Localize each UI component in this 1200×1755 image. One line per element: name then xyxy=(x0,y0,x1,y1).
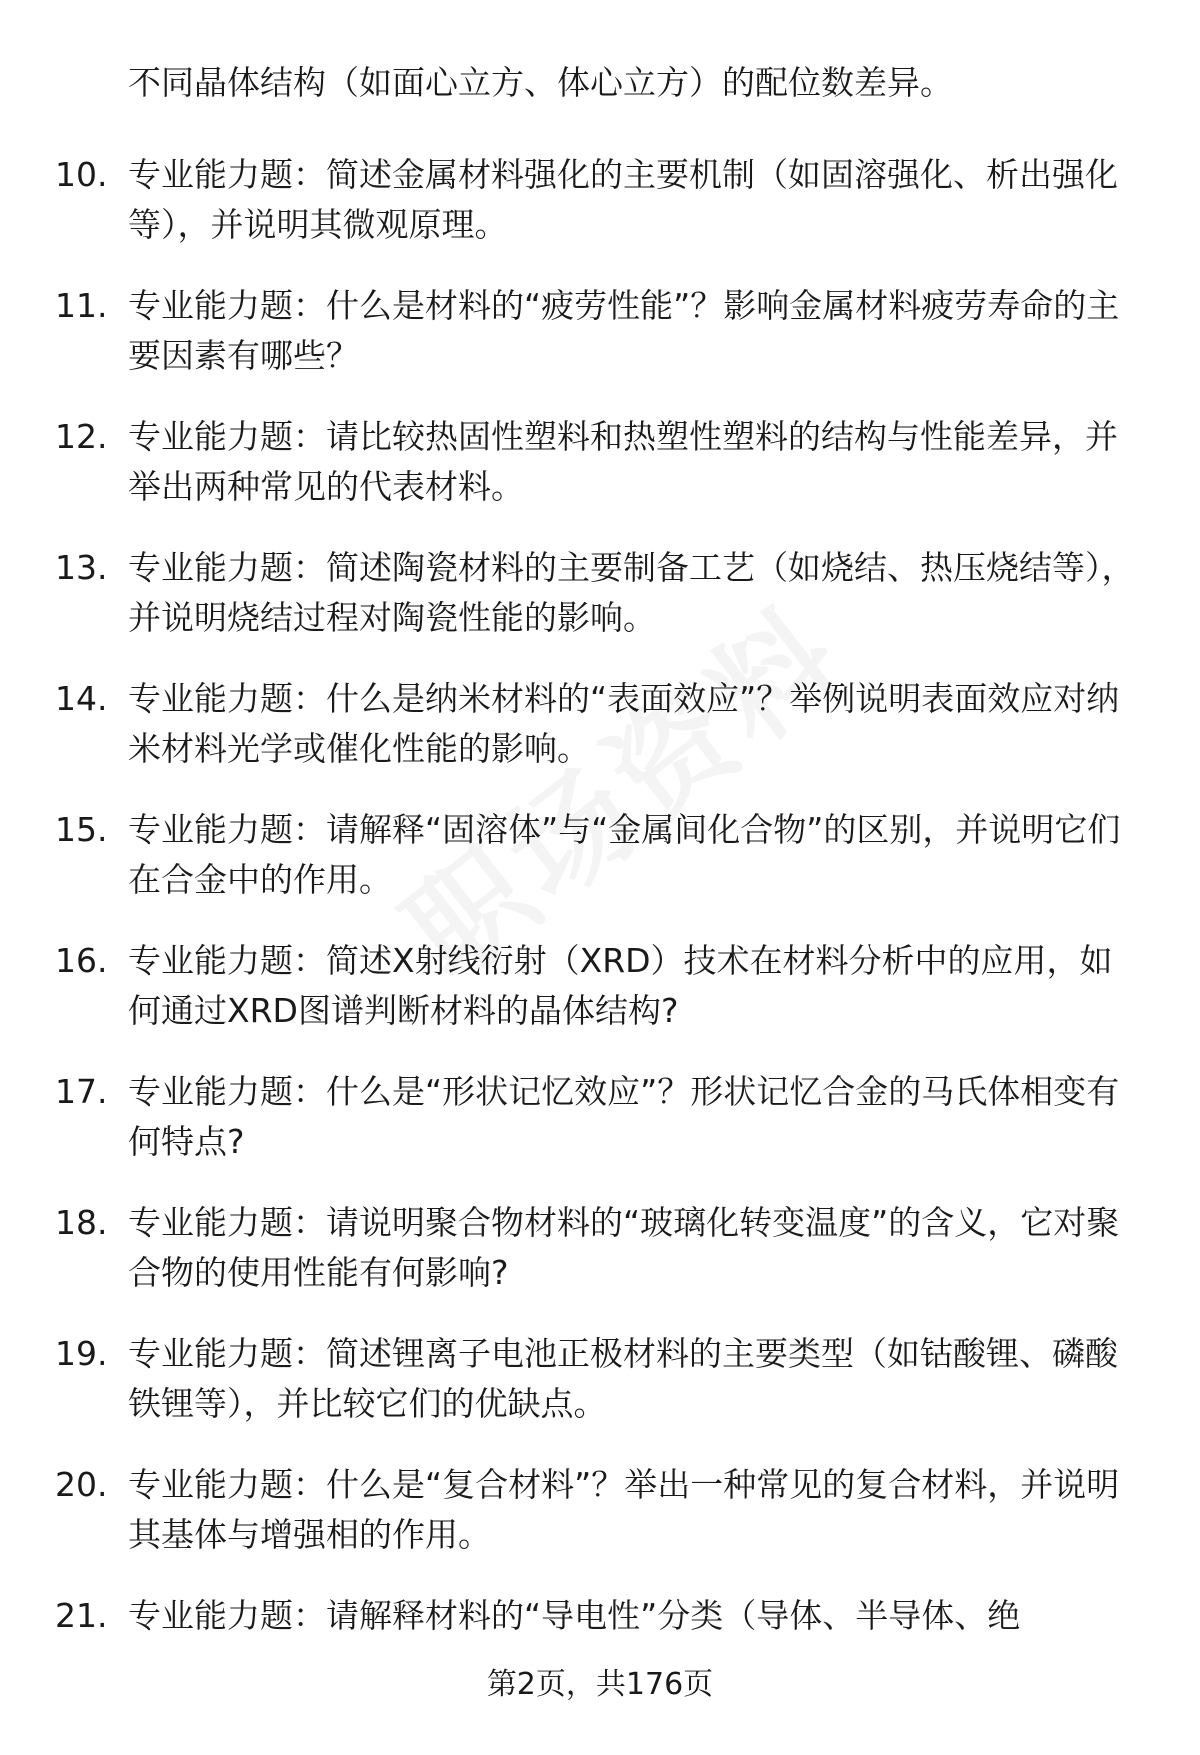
item-number: 20. xyxy=(55,1465,108,1504)
item-number: 18. xyxy=(55,1203,108,1242)
item-text: 专业能力题：简述陶瓷材料的主要制备工艺（如烧结、热压烧结等），并说明烧结过程对陶瓷性能的影响。 xyxy=(128,548,1135,637)
item-number: 13. xyxy=(55,548,108,587)
question-list xyxy=(0,150,1200,1722)
list-item xyxy=(0,543,1200,674)
list-item xyxy=(0,1198,1200,1329)
item-text: 专业能力题：什么是纳米材料的“表面效应”？举例说明表面效应对纳米材料光学或催化性能的影响。 xyxy=(128,679,1120,768)
item-text: 专业能力题：请比较热固性塑料和热塑性塑料的结构与性能差异，并举出两种常见的代表材料。 xyxy=(128,417,1118,506)
item-text: 专业能力题：请解释“固溶体”与“金属间化合物”的区别，并说明它们在合金中的作用。 xyxy=(128,810,1121,899)
item-number: 16. xyxy=(55,941,108,980)
item-number: 14. xyxy=(55,679,108,718)
item-number: 12. xyxy=(55,417,108,456)
list-item xyxy=(0,805,1200,936)
page-footer: 第2页，共176页 xyxy=(486,1667,714,1702)
item-number: 15. xyxy=(55,810,108,849)
item-text: 专业能力题：什么是“形状记忆效应”？形状记忆合金的马氏体相变有何特点? xyxy=(128,1072,1120,1161)
list-item xyxy=(0,674,1200,805)
item-text: 专业能力题：简述锂离子电池正极材料的主要类型（如钴酸锂、磷酸铁锂等），并比较它们的优缺点。 xyxy=(128,1334,1118,1423)
item-number: 10. xyxy=(55,155,108,194)
list-item xyxy=(0,1460,1200,1591)
item-text: 专业能力题：什么是材料的“疲劳性能”？影响金属材料疲劳寿命的主要因素有哪些？ xyxy=(128,286,1120,375)
item-number: 21. xyxy=(55,1596,108,1635)
list-item xyxy=(0,412,1200,543)
item-text: 专业能力题：简述X射线衍射（XRD）技术在材料分析中的应用，如何通过XRD图谱判断材料的晶体结构? xyxy=(128,941,1113,1030)
continued-text: 不同晶体结构（如面心立方、体心立方）的配位数差异。 xyxy=(128,63,953,102)
list-item xyxy=(0,1067,1200,1198)
item-text: 专业能力题：简述金属材料强化的主要机制（如固溶强化、析出强化等），并说明其微观原理。 xyxy=(128,155,1118,244)
item-number: 17. xyxy=(55,1072,108,1111)
item-text: 专业能力题：请解释材料的“导电性”分类（导体、半导体、绝 xyxy=(128,1596,1021,1635)
item-number: 11. xyxy=(55,286,108,325)
list-item xyxy=(0,1329,1200,1460)
list-item xyxy=(0,150,1200,281)
item-text: 专业能力题：请说明聚合物材料的“玻璃化转变温度”的含义，它对聚合物的使用性能有何影响? xyxy=(128,1203,1120,1292)
list-item xyxy=(0,936,1200,1067)
list-item xyxy=(0,281,1200,412)
item-text: 专业能力题：什么是“复合材料”？举出一种常见的复合材料，并说明其基体与增强相的作用。 xyxy=(128,1465,1120,1554)
item-number: 19. xyxy=(55,1334,108,1373)
